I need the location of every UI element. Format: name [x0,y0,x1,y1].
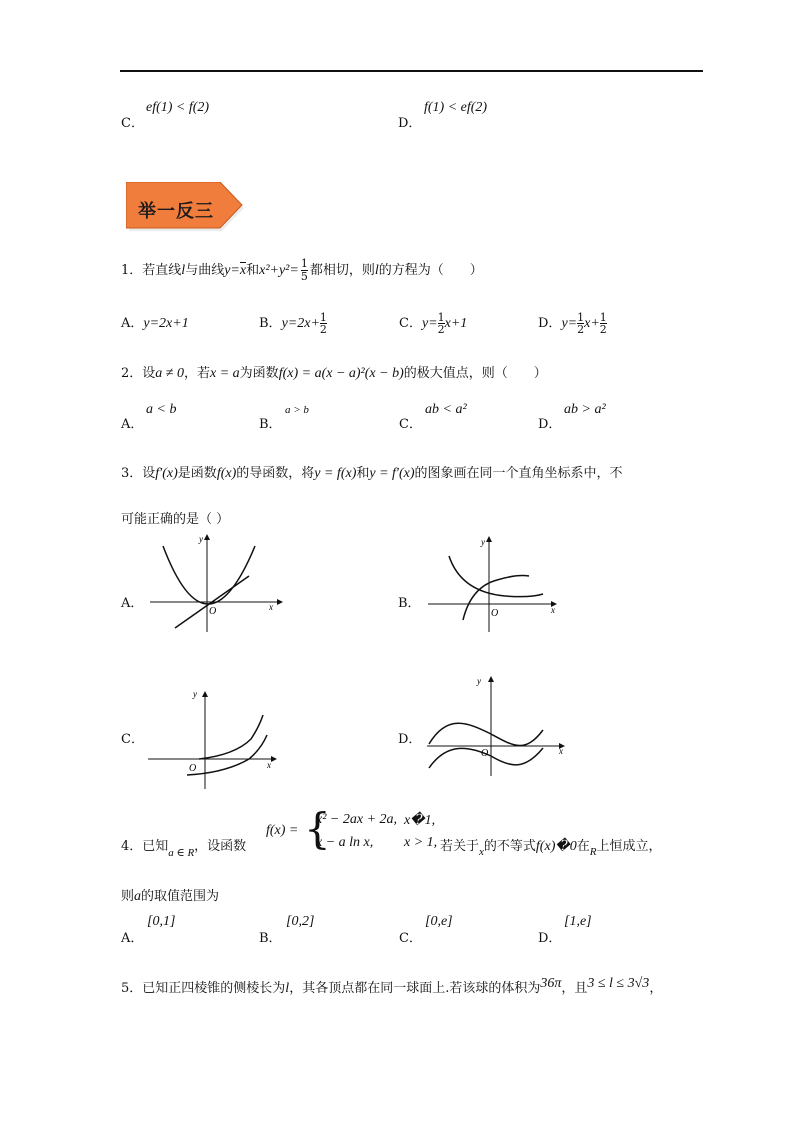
header-rule [120,70,703,72]
x-axis-label: x [269,602,273,612]
question-number: 2． [121,366,143,381]
q4-option-c: C． [399,931,422,946]
q2-option-d: D． [538,417,562,432]
option-c-expr: ef(1) < f(2) [146,100,210,115]
question-5-stem: 5．已知正四棱锥的侧棱长为l，其各顶点都在同一球面上.若该球的体积为36π，且3 ≤ l ≤ 3√3， [121,976,663,996]
svg-text:O: O [491,608,499,619]
q2-option-b-expr: a > b [285,404,309,416]
q1-option-d: D．y= $\frac{1}{2}$ x+ $\frac{1}{2}$ [538,311,607,336]
svg-text:x: x [267,760,271,770]
svg-text:x: x [551,605,555,615]
question-number: 1． [121,263,143,278]
q2-option-d-expr: ab > a² [564,402,606,417]
banner-title: 举一反三 [138,201,214,222]
question-number: 4． [121,839,143,854]
q4-option-a: A． [121,931,144,946]
option-d-expr: f(1) < ef(2) [424,100,488,115]
q3-option-a-label: A． [121,596,144,611]
graph-c [145,685,285,793]
q4-option-d: D． [538,931,562,946]
q2-option-c-expr: ab < a² [425,402,467,417]
option-d-label: D． [398,116,422,131]
q1-option-c: C．y= $\frac{1}{2}$ x+1 [399,311,468,336]
question-3-line2: 可能正确的是（ ） [121,512,230,527]
q3-option-b-label: B． [398,596,421,611]
question-1-stem: 1．若直线l与曲线y=x和x²+y²= $\frac{1}{5}$ 都相切，则l的方程为（ ） [121,257,483,283]
y-axis-label: y [199,534,203,544]
question-number: 3． [121,466,143,481]
svg-text:x: x [559,746,563,756]
q4-option-d-expr: [1,e] [564,914,592,929]
q2-option-b: B． [259,417,282,432]
q4-case2-cond: x > 1, [404,835,438,850]
svg-text:y: y [477,676,481,686]
svg-text:O: O [481,748,489,759]
graph-b [425,532,565,634]
q4-case1: x² − 2ax + 2a, [316,812,398,827]
q2-option-a-expr: a < b [146,402,177,417]
svg-text:O: O [189,763,197,774]
origin-label: O [209,606,217,617]
q2-option-c: C． [399,417,422,432]
svg-text:y: y [193,689,197,699]
sqrt-x: x [239,263,247,278]
q4-fx: f(x) = [266,823,299,838]
question-4-stem-a: 4．已知$_{a \in R}$，设函数 [121,839,247,859]
q1-option-b: B．y=2x+ $\frac{1}{2}$ [259,311,327,336]
question-2-stem: 2．设a ≠ 0，若x = a为函数f(x) = a(x − a)²(x − b)的极大值点，则（ ） [121,366,547,381]
option-c-label: C． [121,116,144,131]
graph-a [145,532,285,634]
q4-option-a-expr: [0,1] [147,914,176,929]
question-4-line2: 则a的取值范围为 [121,889,220,904]
svg-text:y: y [481,537,485,547]
graph-d [425,672,570,780]
q4-option-c-expr: [0,e] [425,914,453,929]
q1-option-a: A．y=2x+1 [121,316,189,331]
question-4-stem-b: 若关于$_x$的不等式f(x)�0在$_R$上恒成立， [440,839,662,858]
question-number: 5． [121,981,143,996]
question-3-stem: 3．设f′(x)是函数f(x)的导函数，将y = f(x)和y = f′(x)的图象画在同一个直角坐标系中，不 [121,466,623,481]
q3-option-d-label: D． [398,732,422,747]
q3-option-c-label: C． [121,732,144,747]
q4-option-b: B． [259,931,282,946]
q4-case1-cond: x�1, [404,813,436,828]
q4-brace: { [304,804,331,853]
q2-option-a: A． [121,417,144,432]
q4-option-b-expr: [0,2] [286,914,315,929]
q4-case2: x − a ln x, [316,835,374,850]
